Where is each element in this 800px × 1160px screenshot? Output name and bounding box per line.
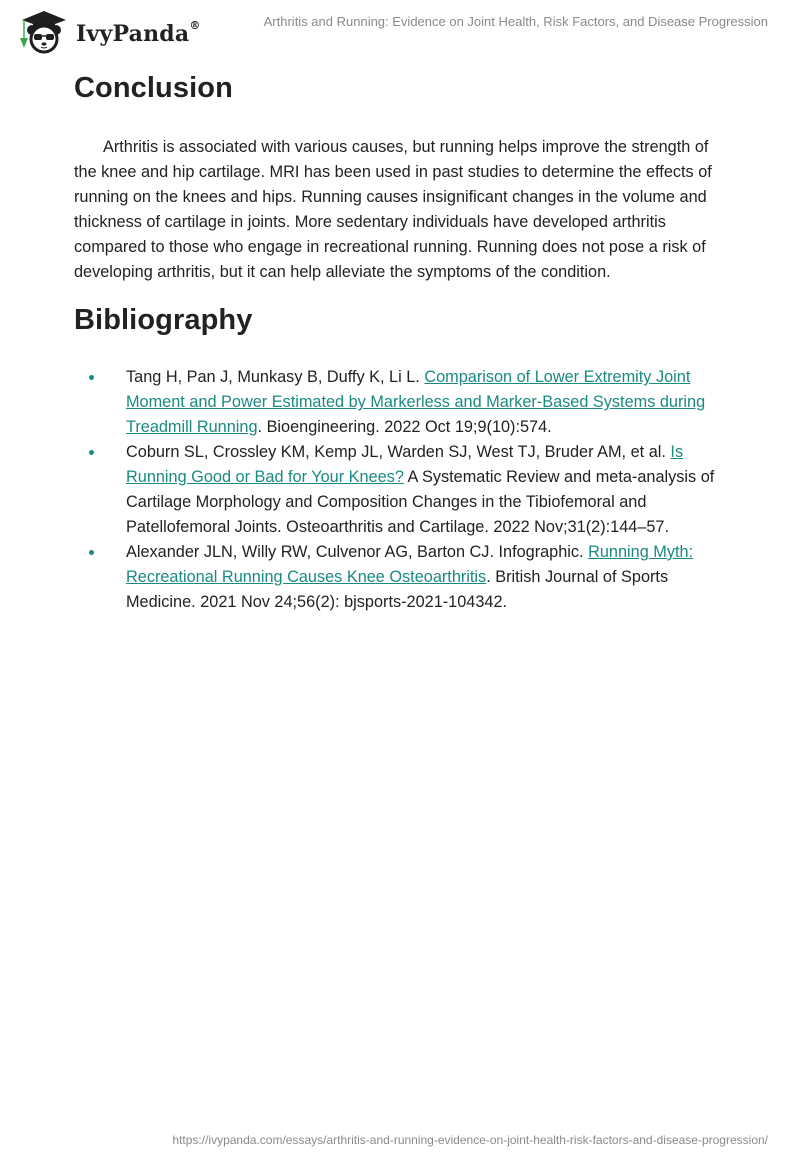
conclusion-heading: Conclusion (74, 72, 233, 104)
page-header (0, 0, 800, 60)
reference-link[interactable]: Comparison of Lower Extremity Joint Moment and Power Estimated by Markerless and Marker-Based Systems during Treadmill Running (126, 368, 706, 437)
registered-mark: ® (189, 19, 201, 32)
entry-source: . British Journal of Sports Medicine. 2021 Nov 24;56(2): bjsports-2021-104342. (126, 567, 669, 611)
document-body (74, 72, 734, 615)
bibliography-list (74, 365, 734, 614)
bullet-icon (89, 450, 94, 455)
entry-authors: Coburn SL, Crossley KM, Kemp JL, Warden SJ, West TJ, Bruder AM, et al. (126, 443, 671, 462)
reference-link[interactable]: Is Running Good or Bad for Your Knees? (126, 443, 684, 487)
bullet-icon (89, 375, 94, 380)
document-title: Arthritis and Running: Evidence on Joint Health, Risk Factors, and Disease Progression (263, 14, 768, 29)
panda-graduate-icon (14, 8, 70, 54)
entry-authors: Tang H, Pan J, Munkasy B, Duffy K, Li L. (126, 368, 425, 387)
entry-source: A Systematic Review and meta-analysis of Cartilage Morphology and Composition Changes in the Tibiofemoral and Patellofemoral Joints. Osteoarthritis and Cartilage. 2022 Nov;31(2):144–57. (126, 468, 715, 536)
bibliography-entry (74, 365, 734, 440)
entry-authors: Alexander JLN, Willy RW, Culvenor AG, Barton CJ. Infographic. (126, 542, 589, 561)
reference-link[interactable]: Running Myth: Recreational Running Causes Knee Osteoarthritis (126, 542, 694, 586)
ivypanda-logo[interactable] (14, 8, 201, 54)
logo-text: IvyPanda (76, 21, 190, 47)
bibliography-entry (74, 540, 734, 615)
bibliography-entry (74, 440, 734, 540)
conclusion-paragraph: Arthritis is associated with various causes, but running helps improve the strength of the knee and hip cartilage. MRI has been used in past studies to determine the effects of running on the knees and hips. Running causes insignificant changes in the volume and thickness of cartilage in joints. More sedentary individuals have developed arthritis compared to those who engage in recreational running. Running does not pose a risk of developing arthritis, but it can help alleviate the symptoms of the condition. (74, 138, 712, 281)
entry-source: . Bioengineering. 2022 Oct 19;9(10):574. (257, 418, 552, 437)
footer-url[interactable]: https://ivypanda.com/essays/arthritis-and-running-evidence-on-joint-health-risk-factors-and-disease-progression/ (172, 1133, 768, 1147)
logo-wordmark (76, 21, 201, 47)
bibliography-heading: Bibliography (74, 304, 253, 337)
bullet-icon (89, 550, 94, 555)
